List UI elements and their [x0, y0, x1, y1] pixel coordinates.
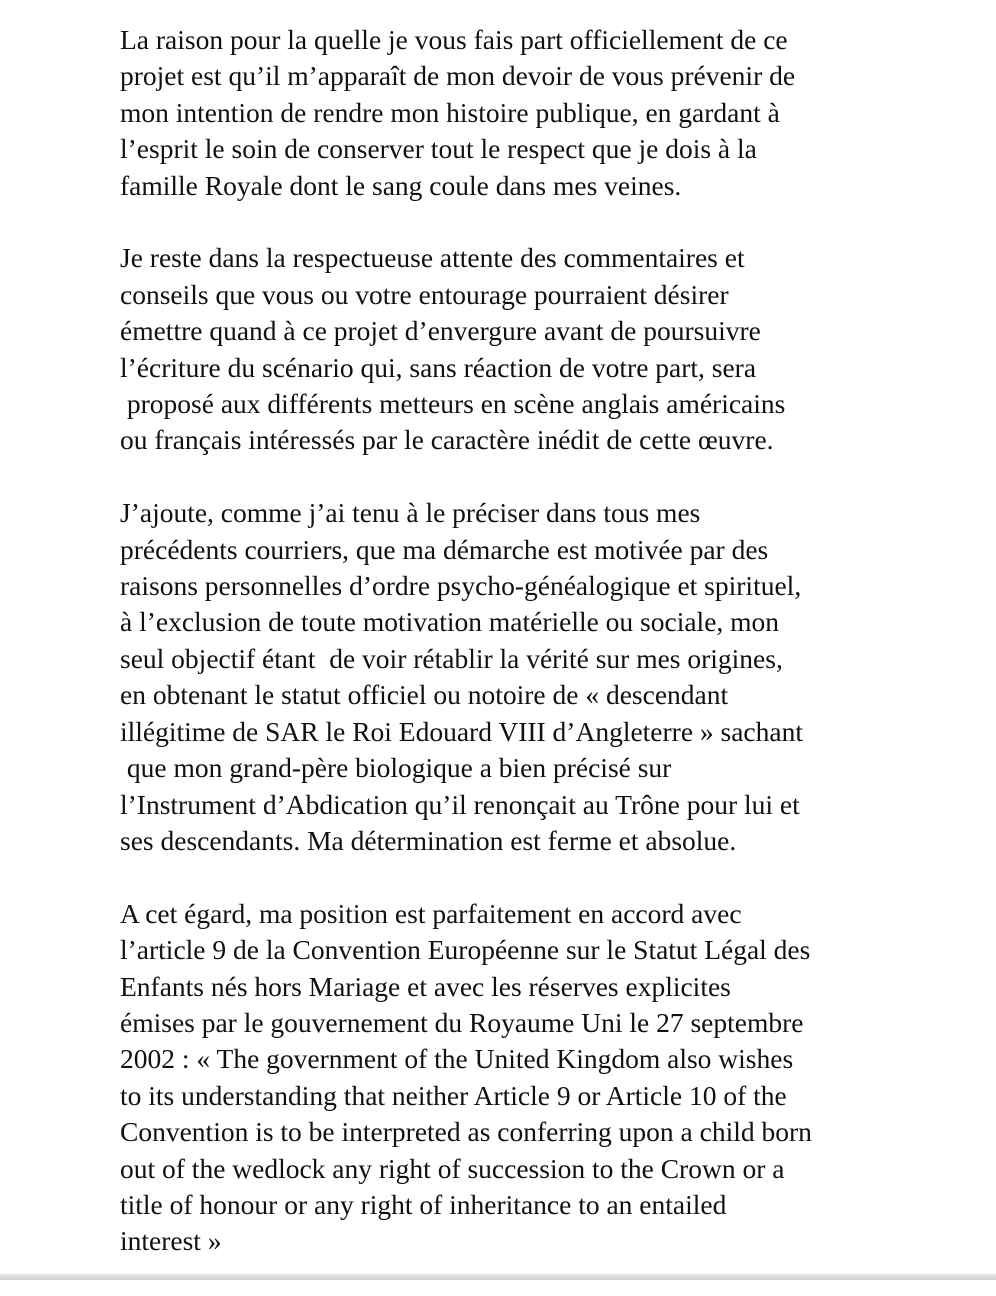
text-line: l’esprit le soin de conserver tout le respect que je dois à la: [120, 133, 757, 165]
text-line: l’écriture du scénario qui, sans réaction de votre part, sera: [120, 351, 757, 383]
text-line: proposé aux différents metteurs en scène anglais américains: [120, 388, 786, 420]
text-line: J’ajoute, comme j’ai tenu à le préciser dans tous mes: [120, 497, 701, 529]
text-line: out of the wedlock any right of succession to the Crown or a: [120, 1152, 785, 1184]
text-line: Enfants nés hors Mariage et avec les réserves explicites: [120, 970, 731, 1002]
text-line: conseils que vous ou votre entourage pourraient désirer: [120, 278, 729, 310]
text-line: l’Instrument d’Abdication qu’il renonçait au Trône pour lui et: [120, 788, 800, 820]
text-line: en obtenant le statut officiel ou notoire de « descendant: [120, 679, 729, 711]
text-line: to its understanding that neither Article 9 or Article 10 of the: [120, 1079, 787, 1111]
text-line: raisons personnelles d’ordre psycho-généalogique et spirituel,: [120, 570, 802, 602]
text-line: Convention is to be interpreted as conferring upon a child born: [120, 1116, 812, 1148]
text-line: que mon grand-père biologique a bien précisé sur: [120, 752, 672, 784]
text-line: émettre quand à ce projet d’envergure avant de poursuivre: [120, 315, 761, 347]
text-line: l’article 9 de la Convention Européenne sur le Statut Légal des: [120, 934, 811, 966]
text-line: émises par le gouvernement du Royaume Uni le 27 septembre: [120, 1006, 804, 1038]
paragraph-1: [120, 22, 970, 204]
text-line: précédents courriers, que ma démarche est motivée par des: [120, 533, 769, 565]
text-line: Je reste dans la respectueuse attente des commentaires et: [120, 242, 745, 274]
paragraph-3: [120, 495, 970, 859]
text-line: seul objectif étant de voir rétablir la vérité sur mes origines,: [120, 642, 783, 674]
text-line: illégitime de SAR le Roi Edouard VIII d’Angleterre » sachant: [120, 715, 803, 747]
text-line: A cet égard, ma position est parfaitement en accord avec: [120, 897, 742, 929]
text-line: à l’exclusion de toute motivation matérielle ou sociale, mon: [120, 606, 780, 638]
text-line: title of honour or any right of inheritance to an entailed: [120, 1188, 727, 1220]
text-line: mon intention de rendre mon histoire publique, en gardant à: [120, 96, 780, 128]
text-line: ou français intéressés par le caractère inédit de cette œuvre.: [120, 424, 774, 456]
text-line: ses descendants. Ma détermination est ferme et absolue.: [120, 824, 737, 856]
document-body: [120, 22, 970, 1296]
text-line: famille Royale dont le sang coule dans mes veines.: [120, 169, 682, 201]
paragraph-2: [120, 240, 970, 458]
text-line: projet est qu’il m’apparaît de mon devoir de vous prévenir de: [120, 60, 796, 92]
text-line: interest »: [120, 1225, 222, 1257]
page-bottom-edge: [0, 1274, 996, 1280]
text-line: La raison pour la quelle je vous fais part officiellement de ce: [120, 24, 788, 55]
paragraph-4: [120, 896, 970, 1260]
text-line: 2002 : « The government of the United Kingdom also wishes: [120, 1043, 794, 1075]
